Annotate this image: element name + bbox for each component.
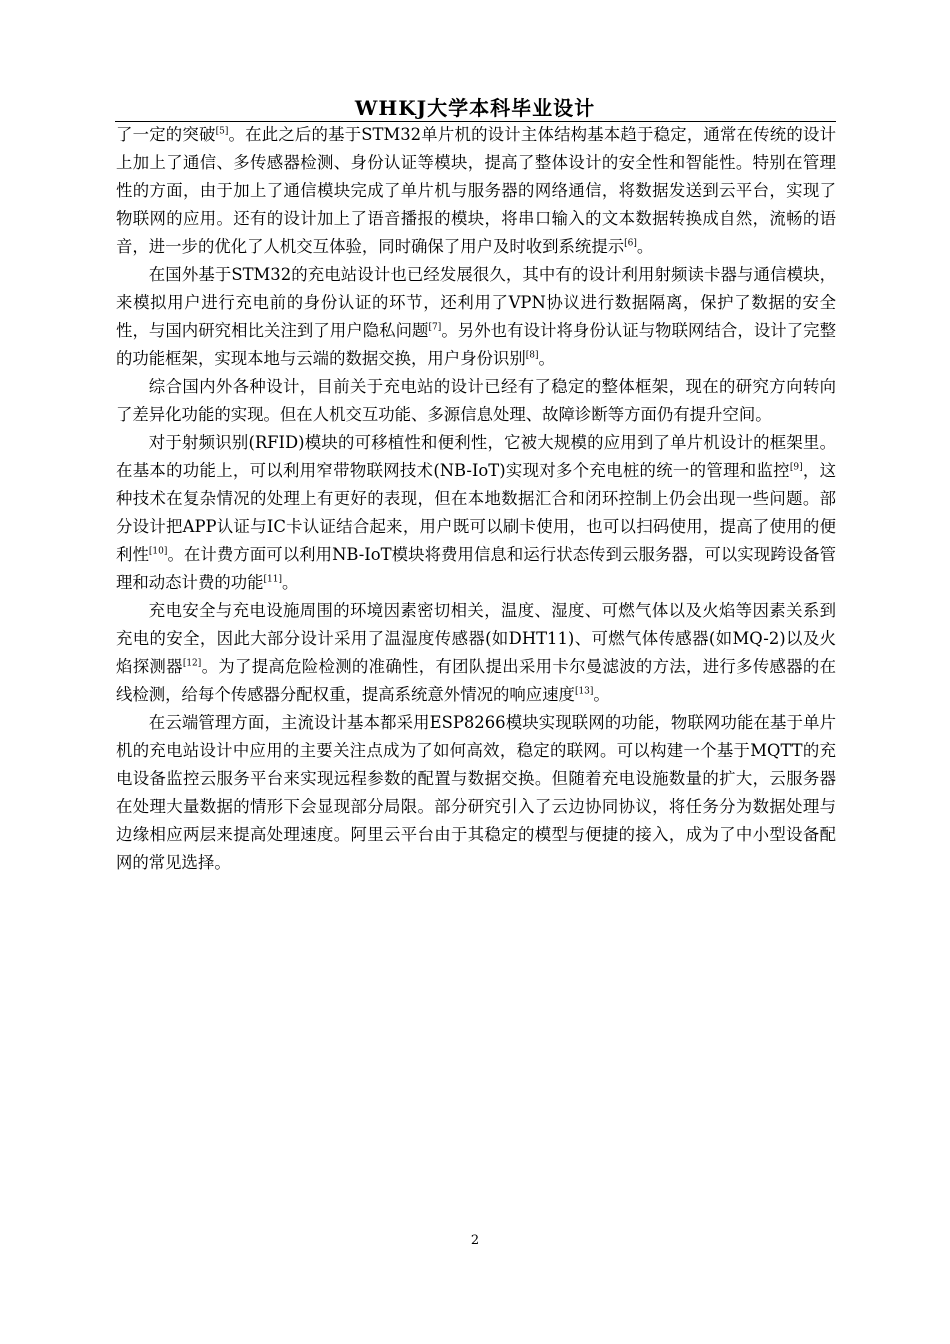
- citation-marker: [7]: [428, 322, 442, 333]
- text-run: 。在此之后的基于STM32单片机的设计主体结构基本趋于稳定，通常在传统的设计上加上了通信、多传感器检测、身份认证等模块，提高了整体设计的安全性和智能性。特别在管理性的方面，由于加上了通信模块完成了单片机与服务器的网络通信，将数据发送到云平台，实现了物联网的应用。还有的设计加上了语音播报的模块，将串口输入的文本数据转换成自然，流畅的语音，进一步的优化了人机交互体验，同时确保了用户及时收到系统提示: [116, 125, 836, 256]
- text-run: ，这种技术在复杂情况的处理上有更好的表现，但在本地数据汇合和闭环控制上仍会出现一些问题。部分设计把APP认证与IC卡认证结合起来，用户既可以刷卡使用，也可以扫码使用，提高了使用的便利性: [116, 461, 836, 564]
- citation-marker: [6]: [624, 238, 637, 249]
- text-run: 。另外也有设计将身份认证与物联网结合，设计了完整的功能框架，实现本地与云端的数据交换，用户身份识别: [116, 321, 837, 368]
- paragraph: [116, 709, 836, 877]
- citation-marker: [12]: [182, 658, 202, 669]
- text-run: 在国外基于STM32的充电站设计也已经发展很久，其中有的设计利用射频读卡器与通信模块，来模拟用户进行充电前的身份认证的环节，还利用了VPN协议进行数据隔离，保护了数据的安全性，与国内研究相比关注到了用户隐私问题: [116, 265, 836, 340]
- page-header-title: WHKJ大学本科毕业设计: [354, 96, 596, 120]
- text-run: 对于射频识别(RFID)模块的可移植性和便利性，它被大规模的应用到了单片机设计的框架里。在基本的功能上，可以利用窄带物联网技术(NB-IoT)实现对多个充电桩的统一的管理和监控: [116, 433, 836, 480]
- citation-marker: [13]: [574, 686, 594, 697]
- text-run: 。: [282, 573, 299, 592]
- text-run: 在云端管理方面，主流设计基本都采用ESP8266模块实现联网的功能，物联网功能在基于单片机的充电站设计中应用的主要关注点成为了如何高效，稳定的联网。可以构建一个基于MQTT的充电设备监控云服务平台来实现远程参数的配置与数据交换。但随着充电设施数量的扩大，云服务器在处理大量数据的情形下会显现部分局限。部分研究引入了云边协同协议，将任务分为数据处理与边缘相应两层来提高处理速度。阿里云平台由于其稳定的模型与便捷的接入，成为了中小型设备配网的常见选择。: [116, 713, 836, 872]
- paragraph: [116, 373, 836, 429]
- text-run: 了一定的突破: [116, 125, 216, 144]
- citation-marker: [9]: [789, 462, 803, 473]
- page-number: 2: [470, 1233, 480, 1248]
- citation-marker: [5]: [215, 126, 229, 137]
- text-run: 。: [636, 237, 654, 256]
- text-run: 综合国内外各种设计，目前关于充电站的设计已经有了稳定的整体框架，现在的研究方向转向了差异化功能的实现。但在人机交互功能、多源信息处理、故障诊断等方面仍有提升空间。: [116, 377, 836, 424]
- citation-marker: [8]: [525, 350, 539, 361]
- citation-marker: [11]: [263, 574, 282, 585]
- paragraph: [116, 597, 836, 709]
- paragraph: [116, 429, 836, 597]
- paragraph: [116, 121, 836, 261]
- text-run: 充电安全与充电设施周围的环境因素密切相关，温度、湿度、可燃气体以及火焰等因素关系到充电的安全，因此大部分设计采用了温湿度传感器(如DHT11)、可燃气体传感器(如MQ-2)以及火焰探测器: [116, 601, 836, 676]
- text-run: 。为了提高危险检测的准确性，有团队提出采用卡尔曼滤波的方法，进行多传感器的在线检测，给每个传感器分配权重，提高系统意外情况的响应速度: [116, 657, 836, 704]
- text-run: 。: [593, 685, 610, 704]
- text-run: 。: [538, 349, 555, 368]
- paragraph: [116, 261, 836, 373]
- body-text: [116, 121, 836, 877]
- text-run: 。在计费方面可以利用NB-IoT模块将费用信息和运行状态传到云服务器，可以实现跨设备管理和动态计费的功能: [116, 545, 836, 592]
- citation-marker: [10]: [148, 546, 168, 557]
